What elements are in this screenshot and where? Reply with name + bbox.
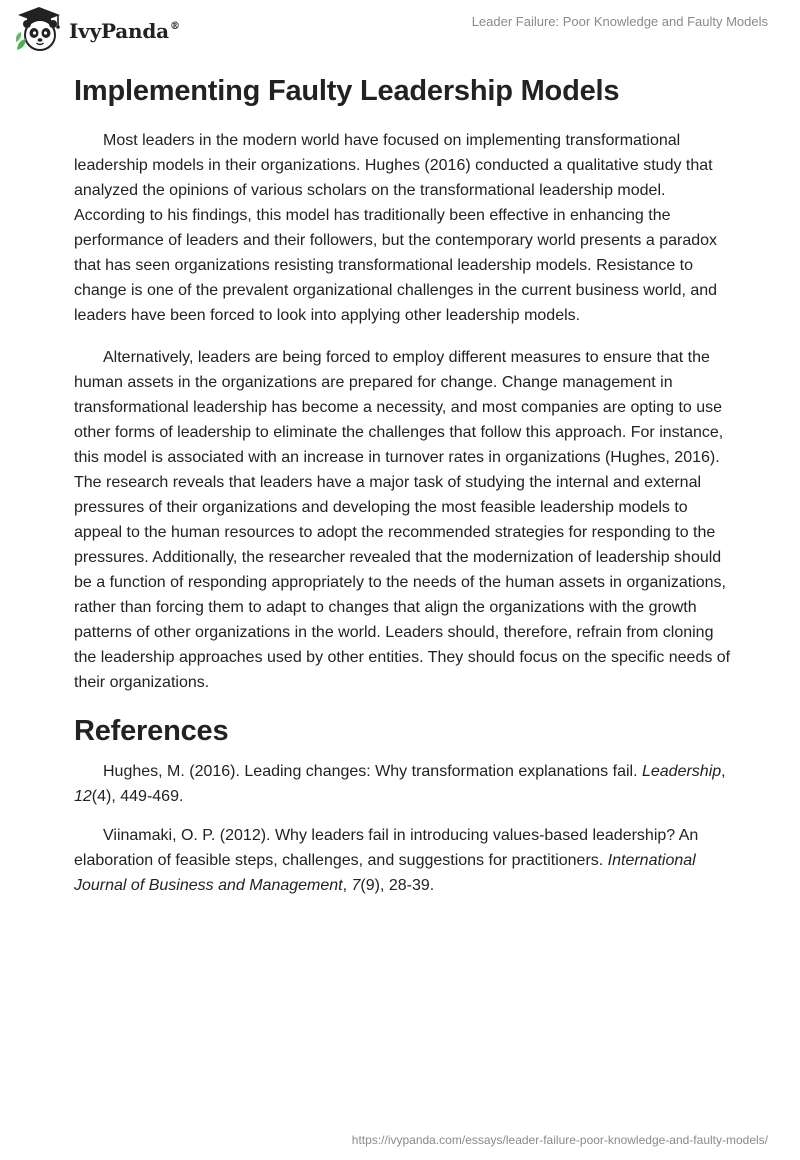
document-title: Leader Failure: Poor Knowledge and Faulty Models [471, 14, 768, 29]
reference-volume: 12 [74, 788, 92, 805]
logo-text: IvyPanda [69, 19, 169, 43]
reference-pages: (4), 449-469. [91, 788, 184, 805]
reference-text: Viinamaki, O. P. (2012). Why leaders fail in introducing values-based leadership? An elaboration of feasible steps, challenges, and suggestions for practitioners. [74, 827, 699, 869]
reference-journal: International Journal of Business and Management [74, 852, 696, 894]
body-paragraph: Most leaders in the modern world have focused on implementing transformational leadership models in their organizations. Hughes (2016) conducted a qualitative study that analyzed the opinions of various scholars on the transformational leadership model. According to his findings, this model has traditionally been effective in enhancing the performance of leaders and their followers, but the contemporary world presents a paradox that has seen organizations resisting transformational leadership models. Resistance to change is one of the prevalent organizational challenges in the current business world, and leaders have been forced to look into applying other leadership models. [74, 132, 718, 324]
reference-pages: (9), 28-39. [360, 877, 435, 894]
reference-entry [74, 759, 734, 809]
references-heading: References [74, 715, 229, 747]
reference-journal: Leadership [641, 763, 722, 780]
registered-mark: ® [169, 21, 180, 32]
essay-content [74, 72, 734, 912]
panda-graduate-icon [14, 6, 64, 54]
reference-separator: , [721, 763, 726, 780]
reference-text: Hughes, M. (2016). Leading changes: Why transformation explanations fail. [103, 763, 642, 780]
reference-volume: 7 [351, 877, 361, 894]
reference-entry [74, 823, 734, 898]
logo-wordmark [69, 19, 180, 43]
section-heading: Implementing Faulty Leadership Models [74, 75, 620, 107]
reference-separator: , [342, 877, 352, 894]
ivypanda-logo[interactable] [14, 6, 180, 54]
page-header [0, 0, 800, 60]
body-paragraph: Alternatively, leaders are being forced to employ different measures to ensure that the human assets in the organizations are prepared for change. Change management in transformational leadership has become a necessity, and most companies are opting to use other forms of leadership to eliminate the challenges that follow this approach. For instance, this model is associated with an increase in turnover rates in organizations (Hughes, 2016). The research reveals that leaders have a major task of studying the internal and external pressures of their organizations and developing the most feasible leadership models to appeal to the human resources to adopt the recommended strategies for responding to the pressures. Additionally, the researcher revealed that the modernization of leadership should be a function of responding appropriately to the needs of the human assets in organizations, rather than forcing them to adapt to changes that align the organizations with the growth patterns of other organizations in the world. Leaders should, therefore, refrain from cloning the leadership approaches used by other entities. They should focus on the specific needs of their organizations. [74, 349, 731, 691]
source-url-link[interactable]: https://ivypanda.com/essays/leader-failure-poor-knowledge-and-faulty-models/ [351, 1133, 768, 1147]
